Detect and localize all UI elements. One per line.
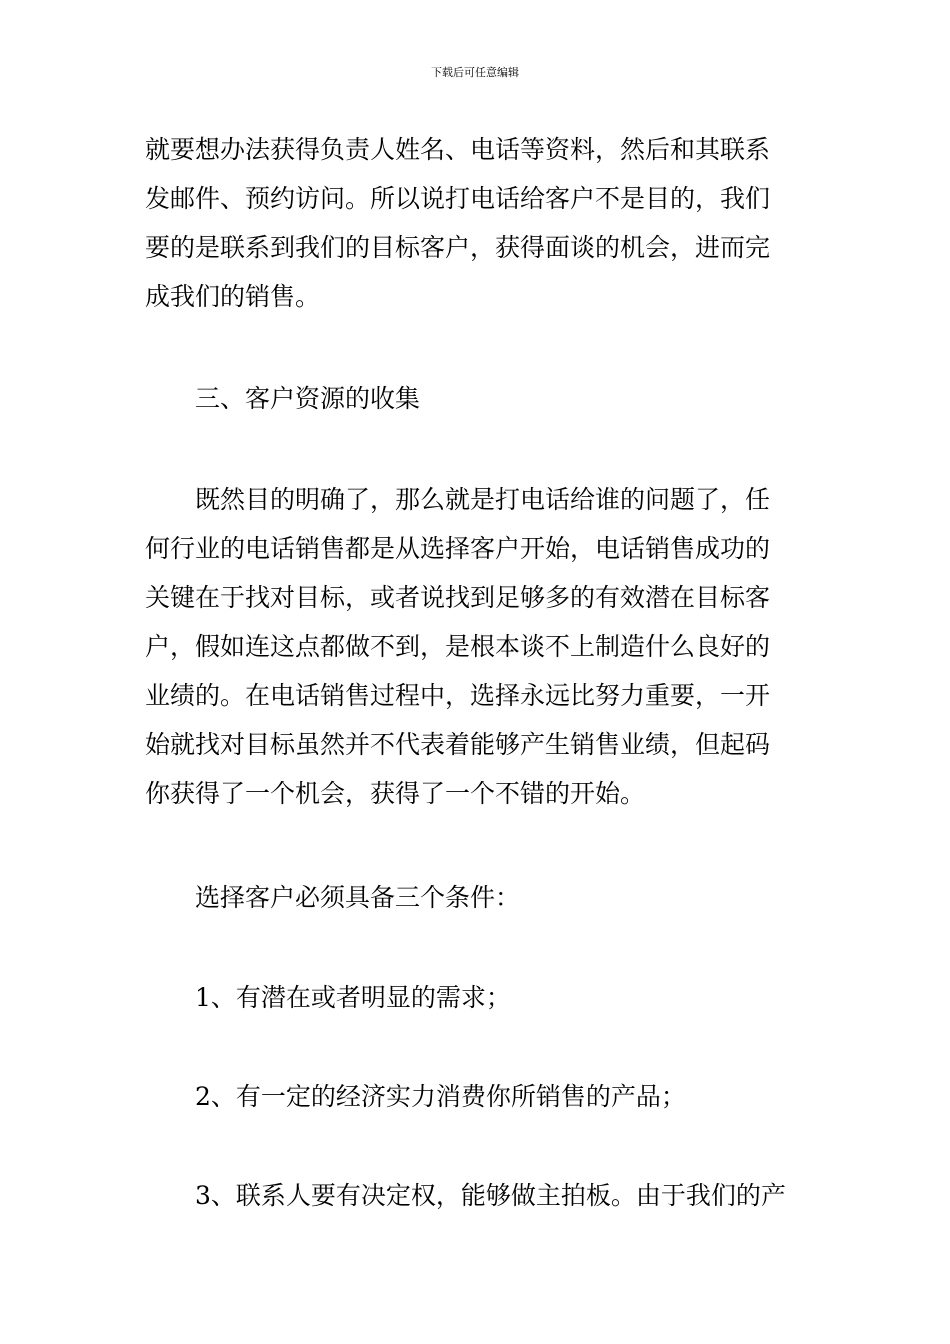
conditions-intro [145,873,815,922]
condition-item-2 [145,1072,815,1121]
text-line: 发邮件、预约访问。所以说打电话给客户不是目的，我们 [145,184,771,213]
paragraph-intro [145,125,815,321]
text-line: 关键在于找对目标，或者说找到足够多的有效潜在目标客 [145,583,771,612]
text-line: 成我们的销售。 [145,282,321,311]
text-line: 选择客户必须具备三个条件： [145,883,521,912]
text-line: 要的是联系到我们的目标客户，获得面谈的机会，进而完 [145,233,771,262]
text-line: 1、有潜在或者明显的需求； [145,983,511,1012]
text-line: 既然目的明确了，那么就是打电话给谁的问题了，任 [145,485,771,514]
page-header: 下载后可任意编辑 [431,66,519,79]
paragraph-body [145,475,815,818]
condition-item-3 [145,1171,815,1220]
text-line: 何行业的电话销售都是从选择客户开始，电话销售成功的 [145,534,771,563]
text-line: 3、联系人要有决定权，能够做主拍板。由于我们的产 [145,1181,786,1210]
text-line: 业绩的。在电话销售过程中，选择永远比努力重要，一开 [145,681,771,710]
section-heading-text: 三、客户资源的收集 [145,384,421,413]
text-line: 2、有一定的经济实力消费你所销售的产品； [145,1082,686,1111]
condition-item-1 [145,973,815,1022]
text-line: 你获得了一个机会，获得了一个不错的开始。 [145,779,646,808]
text-line: 就要想办法获得负责人姓名、电话等资料，然后和其联系 [145,135,771,164]
text-line: 始就找对目标虽然并不代表着能够产生销售业绩，但起码 [145,730,771,759]
text-line: 户，假如连这点都做不到，是根本谈不上制造什么良好的 [145,632,771,661]
section-heading [145,374,815,423]
